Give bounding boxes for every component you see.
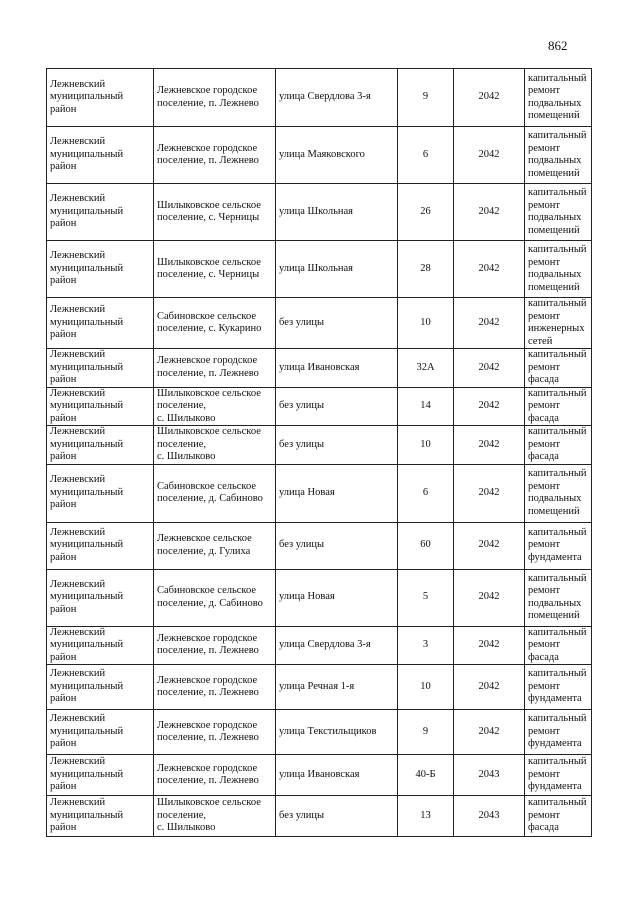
district-cell: Лежневский муниципальный район: [47, 387, 154, 426]
year-cell: 2042: [454, 522, 525, 569]
settlement-cell: Шилыковское сельское поселение, с. Черницы: [154, 241, 276, 298]
repair-type-cell: капитальный ремонт фундамента: [525, 755, 592, 796]
district-cell: Лежневский муниципальный район: [47, 665, 154, 710]
year-cell: 2042: [454, 69, 525, 127]
settlement-cell: Лежневское городское поселение, п. Лежнево: [154, 69, 276, 127]
house-number-cell: 14: [398, 387, 454, 426]
repair-type-cell: капитальный ремонт подвальных помещений: [525, 569, 592, 626]
table-row: [47, 426, 592, 465]
repair-type-cell: капитальный ремонт фасада: [525, 426, 592, 465]
settlement-cell: Шилыковское сельское поселение, с. Шилыково: [154, 426, 276, 465]
repair-type-cell: капитальный ремонт подвальных помещений: [525, 69, 592, 127]
district-cell: Лежневский муниципальный район: [47, 349, 154, 388]
settlement-cell: Лежневское городское поселение, п. Лежнево: [154, 665, 276, 710]
table-row: [47, 665, 592, 710]
year-cell: 2043: [454, 796, 525, 837]
housing-repair-table: [46, 68, 592, 837]
settlement-cell: Шилыковское сельское поселение, с. Черницы: [154, 184, 276, 241]
year-cell: 2042: [454, 241, 525, 298]
year-cell: 2042: [454, 349, 525, 388]
table-row: [47, 522, 592, 569]
street-cell: улица Речная 1-я: [276, 665, 398, 710]
district-cell: Лежневский муниципальный район: [47, 755, 154, 796]
table-row: [47, 241, 592, 298]
street-cell: улица Свердлова 3-я: [276, 626, 398, 665]
table-row: [47, 298, 592, 349]
district-cell: Лежневский муниципальный район: [47, 464, 154, 522]
settlement-cell: Лежневское городское поселение, п. Лежнево: [154, 349, 276, 388]
district-cell: Лежневский муниципальный район: [47, 298, 154, 349]
house-number-cell: 6: [398, 464, 454, 522]
street-cell: улица Свердлова 3-я: [276, 69, 398, 127]
table-row: [47, 569, 592, 626]
house-number-cell: 13: [398, 796, 454, 837]
house-number-cell: 6: [398, 127, 454, 184]
district-cell: Лежневский муниципальный район: [47, 426, 154, 465]
repair-type-cell: капитальный ремонт фасада: [525, 796, 592, 837]
district-cell: Лежневский муниципальный район: [47, 522, 154, 569]
district-cell: Лежневский муниципальный район: [47, 569, 154, 626]
street-cell: улица Новая: [276, 569, 398, 626]
settlement-cell: Лежневское городское поселение, п. Лежнево: [154, 127, 276, 184]
year-cell: 2043: [454, 755, 525, 796]
street-cell: улица Ивановская: [276, 349, 398, 388]
year-cell: 2042: [454, 184, 525, 241]
repair-type-cell: капитальный ремонт подвальных помещений: [525, 464, 592, 522]
table-body: [47, 69, 592, 837]
table-row: [47, 349, 592, 388]
repair-type-cell: капитальный ремонт фасада: [525, 626, 592, 665]
house-number-cell: 3: [398, 626, 454, 665]
repair-type-cell: капитальный ремонт подвальных помещений: [525, 127, 592, 184]
street-cell: улица Школьная: [276, 241, 398, 298]
page-number: 862: [548, 38, 568, 53]
street-cell: улица Текстильщиков: [276, 710, 398, 755]
district-cell: Лежневский муниципальный район: [47, 626, 154, 665]
year-cell: 2042: [454, 127, 525, 184]
table-row: [47, 184, 592, 241]
settlement-cell: Лежневское городское поселение, п. Лежнево: [154, 755, 276, 796]
repair-type-cell: капитальный ремонт фундамента: [525, 665, 592, 710]
repair-type-cell: капитальный ремонт подвальных помещений: [525, 241, 592, 298]
year-cell: 2042: [454, 298, 525, 349]
table-row: [47, 710, 592, 755]
settlement-cell: Сабиновское сельское поселение, с. Кукарино: [154, 298, 276, 349]
street-cell: улица Новая: [276, 464, 398, 522]
house-number-cell: 9: [398, 710, 454, 755]
settlement-cell: Лежневское городское поселение, п. Лежнево: [154, 710, 276, 755]
table-row: [47, 69, 592, 127]
house-number-cell: 10: [398, 665, 454, 710]
house-number-cell: 26: [398, 184, 454, 241]
year-cell: 2042: [454, 464, 525, 522]
house-number-cell: 5: [398, 569, 454, 626]
year-cell: 2042: [454, 387, 525, 426]
repair-type-cell: капитальный ремонт инженерных сетей: [525, 298, 592, 349]
district-cell: Лежневский муниципальный район: [47, 710, 154, 755]
district-cell: Лежневский муниципальный район: [47, 69, 154, 127]
house-number-cell: 10: [398, 426, 454, 465]
settlement-cell: Шилыковское сельское поселение, с. Шилыково: [154, 387, 276, 426]
street-cell: без улицы: [276, 298, 398, 349]
repair-type-cell: капитальный ремонт фундамента: [525, 710, 592, 755]
table-row: [47, 755, 592, 796]
table-row: [47, 387, 592, 426]
table-row: [47, 464, 592, 522]
district-cell: Лежневский муниципальный район: [47, 796, 154, 837]
district-cell: Лежневский муниципальный район: [47, 184, 154, 241]
house-number-cell: 10: [398, 298, 454, 349]
house-number-cell: 32А: [398, 349, 454, 388]
street-cell: без улицы: [276, 426, 398, 465]
house-number-cell: 28: [398, 241, 454, 298]
repair-type-cell: капитальный ремонт фундамента: [525, 522, 592, 569]
year-cell: 2042: [454, 626, 525, 665]
street-cell: без улицы: [276, 387, 398, 426]
street-cell: улица Школьная: [276, 184, 398, 241]
settlement-cell: Лежневское сельское поселение, д. Гулиха: [154, 522, 276, 569]
house-number-cell: 9: [398, 69, 454, 127]
year-cell: 2042: [454, 665, 525, 710]
district-cell: Лежневский муниципальный район: [47, 241, 154, 298]
table-row: [47, 796, 592, 837]
street-cell: без улицы: [276, 522, 398, 569]
table-row: [47, 626, 592, 665]
settlement-cell: Сабиновское сельское поселение, д. Сабиново: [154, 464, 276, 522]
house-number-cell: 60: [398, 522, 454, 569]
year-cell: 2042: [454, 569, 525, 626]
settlement-cell: Сабиновское сельское поселение, д. Сабиново: [154, 569, 276, 626]
repair-type-cell: капитальный ремонт фасада: [525, 387, 592, 426]
year-cell: 2042: [454, 426, 525, 465]
house-number-cell: 40-Б: [398, 755, 454, 796]
repair-type-cell: капитальный ремонт подвальных помещений: [525, 184, 592, 241]
street-cell: улица Маяковского: [276, 127, 398, 184]
table-row: [47, 127, 592, 184]
settlement-cell: Лежневское городское поселение, п. Лежнево: [154, 626, 276, 665]
street-cell: без улицы: [276, 796, 398, 837]
settlement-cell: Шилыковское сельское поселение, с. Шилыково: [154, 796, 276, 837]
street-cell: улица Ивановская: [276, 755, 398, 796]
district-cell: Лежневский муниципальный район: [47, 127, 154, 184]
repair-type-cell: капитальный ремонт фасада: [525, 349, 592, 388]
year-cell: 2042: [454, 710, 525, 755]
